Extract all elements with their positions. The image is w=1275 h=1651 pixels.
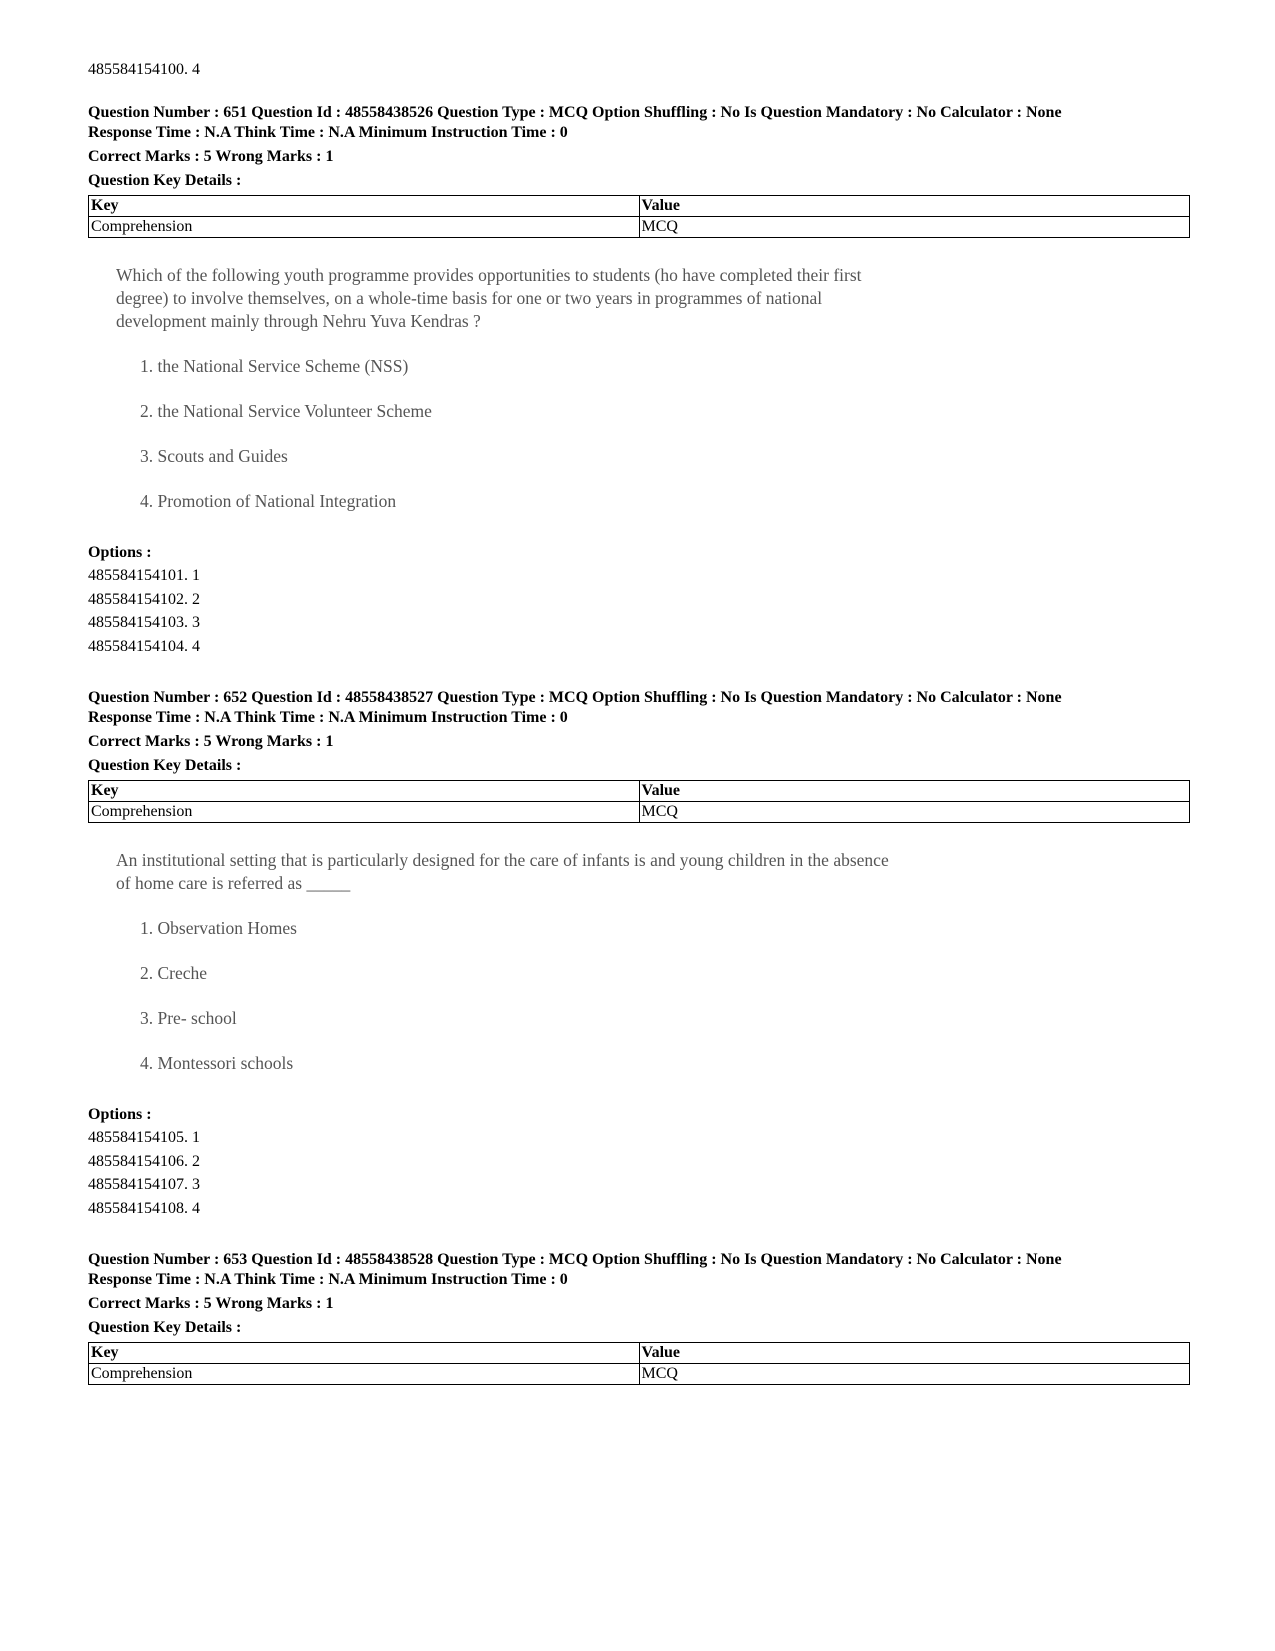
question-header-line2: Response Time : N.A Think Time : N.A Minimum Instruction Time : 0	[88, 1271, 568, 1288]
table-header-row	[89, 781, 1190, 802]
key-cell: Comprehension	[89, 217, 640, 238]
key-header-cell: Key	[89, 196, 640, 217]
choice-item: 2. Creche	[140, 963, 208, 983]
value-cell: MCQ	[639, 217, 1190, 238]
question-stem-line: degree) to involve themselves, on a whole-time basis for one or two years in programmes of national	[116, 288, 823, 308]
choice-item: 3. Pre- school	[140, 1008, 237, 1028]
option-item: 485584154102. 2	[88, 590, 200, 608]
choice-item: 4. Promotion of National Integration	[140, 491, 397, 511]
choice-item: 3. Scouts and Guides	[140, 446, 288, 466]
key-details-table	[88, 195, 1190, 238]
choice-item: 2. the National Service Volunteer Scheme	[140, 401, 432, 421]
marks-line: Correct Marks : 5 Wrong Marks : 1	[88, 148, 334, 165]
option-item: 485584154104. 4	[88, 637, 200, 655]
key-header-cell: Key	[89, 781, 640, 802]
question-image	[116, 264, 996, 512]
question-image	[116, 849, 996, 1074]
question-stem-line: of home care is referred as _____	[116, 873, 351, 893]
table-row	[89, 217, 1190, 238]
table-row	[89, 802, 1190, 823]
question-block-653	[88, 1250, 1190, 1385]
choice-list	[116, 355, 996, 512]
options-label: Options :	[88, 544, 152, 561]
previous-option-line: 485584154100. 4	[88, 61, 200, 78]
key-details-label: Question Key Details :	[88, 1319, 242, 1336]
option-item: 485584154106. 2	[88, 1152, 200, 1170]
document-page	[88, 60, 1190, 1415]
key-details-table	[88, 780, 1190, 823]
value-header-cell: Value	[639, 1343, 1190, 1364]
option-item: 485584154107. 3	[88, 1176, 200, 1193]
choice-list	[116, 917, 996, 1074]
option-item: 485584154101. 1	[88, 567, 200, 584]
value-header-cell: Value	[639, 781, 1190, 802]
options-label: Options :	[88, 1106, 152, 1123]
table-row	[89, 1364, 1190, 1385]
question-header-line2: Response Time : N.A Think Time : N.A Minimum Instruction Time : 0	[88, 124, 568, 141]
marks-line: Correct Marks : 5 Wrong Marks : 1	[88, 733, 334, 750]
options-list	[88, 564, 1190, 658]
option-item: 485584154108. 4	[88, 1199, 200, 1217]
options-list	[88, 1126, 1190, 1220]
value-cell: MCQ	[639, 802, 1190, 823]
table-header-row	[89, 1343, 1190, 1364]
question-block-651	[88, 103, 1190, 658]
key-details-label: Question Key Details :	[88, 172, 242, 189]
option-item: 485584154105. 1	[88, 1129, 200, 1146]
question-stem-line: Which of the following youth programme provides opportunities to students (ho have completed their first	[116, 265, 862, 285]
question-header-line1: Question Number : 651 Question Id : 48558438526 Question Type : MCQ Option Shuffling : No Is Question Mandatory : No Calculator : None	[88, 104, 1062, 121]
question-block-652	[88, 688, 1190, 1220]
key-header-cell: Key	[89, 1343, 640, 1364]
marks-line: Correct Marks : 5 Wrong Marks : 1	[88, 1295, 334, 1312]
key-details-table	[88, 1342, 1190, 1385]
question-stem-line: An institutional setting that is particularly designed for the care of infants is and young children in the absence	[116, 850, 889, 870]
option-item: 485584154103. 3	[88, 614, 200, 631]
question-header-line2: Response Time : N.A Think Time : N.A Minimum Instruction Time : 0	[88, 709, 568, 726]
question-header-line1: Question Number : 652 Question Id : 48558438527 Question Type : MCQ Option Shuffling : No Is Question Mandatory : No Calculator : None	[88, 689, 1062, 706]
key-cell: Comprehension	[89, 802, 640, 823]
key-details-label: Question Key Details :	[88, 757, 242, 774]
choice-item: 4. Montessori schools	[140, 1053, 294, 1073]
key-cell: Comprehension	[89, 1364, 640, 1385]
choice-item: 1. Observation Homes	[140, 918, 297, 938]
question-stem-line: development mainly through Nehru Yuva Kendras ?	[116, 311, 481, 331]
choice-item: 1. the National Service Scheme (NSS)	[140, 356, 409, 376]
question-header-line1: Question Number : 653 Question Id : 48558438528 Question Type : MCQ Option Shuffling : No Is Question Mandatory : No Calculator : None	[88, 1251, 1062, 1268]
value-cell: MCQ	[639, 1364, 1190, 1385]
table-header-row	[89, 196, 1190, 217]
value-header-cell: Value	[639, 196, 1190, 217]
